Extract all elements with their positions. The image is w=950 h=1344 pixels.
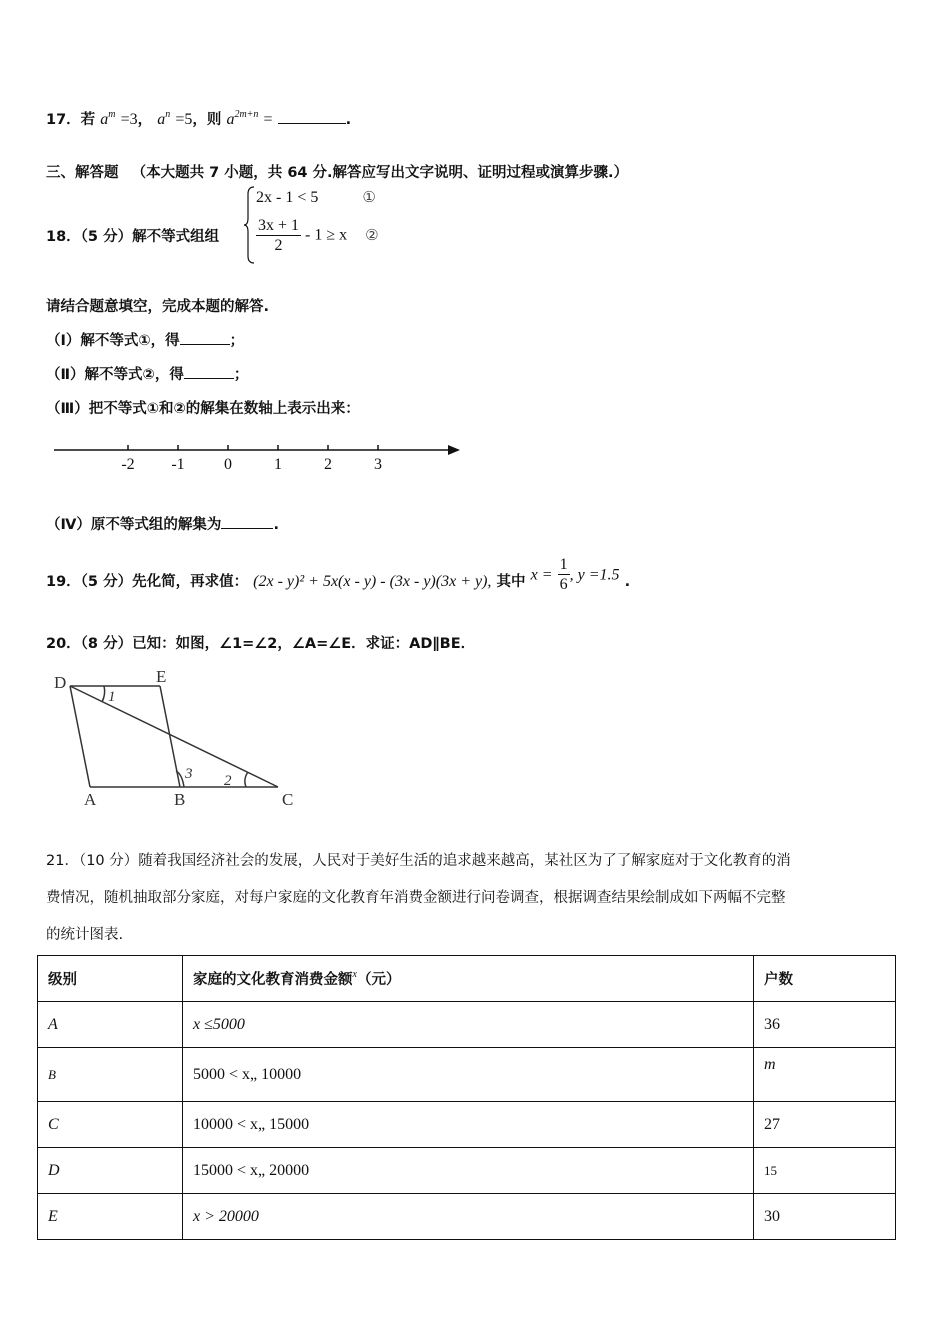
row-level: B <box>38 1048 183 1102</box>
q17-then: ，则 <box>192 112 222 128</box>
header-amount-var: x <box>352 969 357 980</box>
q17-equals: = <box>263 111 273 128</box>
q18-part4-blank[interactable] <box>221 528 273 529</box>
q18-part1 <box>46 329 244 350</box>
q18-part1-text: （Ⅰ）解不等式①，得 <box>46 333 180 349</box>
q18-part2 <box>46 363 248 384</box>
q18-ineq2-fraction <box>256 218 301 254</box>
q18-inequality-2 <box>256 218 379 254</box>
number-line-tick-label: 3 <box>374 456 382 473</box>
q19-x-eq: x = <box>530 566 553 584</box>
table-header-row <box>38 956 896 1002</box>
row-range: 15000 < x„ 20000 <box>183 1148 754 1194</box>
q17-sep: ， <box>137 112 153 128</box>
header-count: 户数 <box>754 956 896 1002</box>
row-count: 27 <box>754 1102 896 1148</box>
number-line-arrow-icon <box>448 445 460 455</box>
row-count: 36 <box>754 1002 896 1048</box>
q19-x-numerator: 1 <box>559 556 568 573</box>
row-level: A <box>38 1002 183 1048</box>
point-d-label: D <box>54 673 67 692</box>
q17-answer-blank[interactable] <box>278 123 346 124</box>
row-level: E <box>38 1194 183 1240</box>
header-amount <box>183 956 754 1002</box>
q17-end: . <box>345 112 352 128</box>
point-a-label: A <box>84 790 97 809</box>
number-line-tick-label: -1 <box>171 456 185 473</box>
q19-expression: (2x - y)² + 5x(x - y) - (3x - y)(3x + y), <box>253 572 492 590</box>
section3-title: 三、解答题 <box>46 165 119 181</box>
q17-cond1-exp: m <box>108 109 116 120</box>
row-level: D <box>38 1148 183 1194</box>
q19-end: . <box>624 573 631 590</box>
q18-part2-blank[interactable] <box>184 378 234 379</box>
row-count: 30 <box>754 1194 896 1240</box>
q18-instruction: 请结合题意填空，完成本题的解答. <box>46 299 270 315</box>
q18-ineq2-denominator: 2 <box>274 237 283 254</box>
q17-cond2-base: a <box>157 111 166 128</box>
angle-1-arc <box>102 686 105 702</box>
q18-ineq1-text: 2x - 1 < 5 <box>256 189 319 206</box>
number-line-tick-label: 2 <box>324 456 332 473</box>
q17-cond2-value: =5 <box>175 111 193 128</box>
header-amount-text: 家庭的文化教育消费金额 <box>193 972 353 988</box>
header-amount-unit: （元） <box>356 972 401 988</box>
q19-y-eq: , y =1.5 <box>569 566 620 584</box>
segment-dc <box>70 686 278 787</box>
angle-2-label: 2 <box>224 773 232 789</box>
number-line-tick-label: 1 <box>274 456 282 473</box>
q20-figure <box>48 666 308 816</box>
q21-line2: 费情况，随机抽取部分家庭，对每户家庭的文化教育年消费金额进行问卷调查，根据调查结果绘制成如下两幅不完整 <box>46 890 786 906</box>
q18-ineq1-mark: ① <box>362 188 376 206</box>
q18-ineq2-rest: - 1 ≥ x <box>305 226 348 244</box>
point-b-label: B <box>174 790 186 809</box>
number-line-tick-label: 0 <box>224 456 232 473</box>
row-range: 10000 < x„ 15000 <box>183 1102 754 1148</box>
number-line-tick-label: -2 <box>121 456 135 473</box>
number-line <box>50 436 470 476</box>
consumption-table <box>37 955 896 1240</box>
segment-da <box>70 686 90 787</box>
table-row <box>38 1102 896 1148</box>
angle-1-label: 1 <box>108 689 116 705</box>
row-count: m <box>754 1048 896 1102</box>
row-count: 15 <box>754 1148 896 1194</box>
q19-where: 其中 <box>496 573 526 590</box>
row-level: C <box>38 1102 183 1148</box>
q20-label: 20．（8 分）已知：如图，∠1=∠2，∠A=∠E．求证：AD∥BE． <box>46 636 476 652</box>
angle-2-arc <box>245 772 248 787</box>
table-row <box>38 1002 896 1048</box>
q17-label: 17．若 <box>46 112 96 128</box>
q18-part1-end: ； <box>229 333 245 349</box>
angle-3-label: 3 <box>185 766 193 782</box>
row-range: x > 20000 <box>183 1194 754 1240</box>
q18-part2-end: ； <box>233 367 249 383</box>
table-row <box>38 1048 896 1102</box>
q21-line3: 的统计图表. <box>46 927 124 943</box>
q19-x-denominator: 6 <box>559 576 568 593</box>
header-level: 级别 <box>38 956 183 1002</box>
q17-line <box>46 108 351 129</box>
q17-target-exp: 2m+n <box>234 109 259 120</box>
q18-label: 18．（5 分）解不等式组组 <box>46 229 220 245</box>
q17-cond1-value: =3 <box>120 111 138 128</box>
q18-ineq2-mark: ② <box>365 225 379 244</box>
q19-label: 19．（5 分）先化简，再求值： <box>46 573 249 590</box>
q19-x-fraction <box>558 557 570 593</box>
q18-part2-text: （Ⅱ）解不等式②，得 <box>46 367 184 383</box>
q18-part3: （Ⅲ）把不等式①和②的解集在数轴上表示出来： <box>46 401 360 417</box>
q18-part4-end: . <box>273 517 279 533</box>
row-range: 5000 < x„ 10000 <box>183 1048 754 1102</box>
table-row <box>38 1194 896 1240</box>
q18-ineq2-numerator: 3x + 1 <box>258 217 300 234</box>
q18-inequality-1 <box>256 188 376 207</box>
q18-part1-blank[interactable] <box>180 344 230 345</box>
q19-line <box>46 557 630 593</box>
q21-line1: 21．（10 分）随着我国经济社会的发展，人民对于美好生活的追求越来越高，某社区为了了解家庭对于文化教育的消 <box>46 853 791 869</box>
q17-cond1-base: a <box>100 111 109 128</box>
q18-part4-text: （Ⅳ）原不等式组的解集为 <box>46 517 222 533</box>
point-e-label: E <box>156 667 167 686</box>
table-row <box>38 1148 896 1194</box>
row-range: x ≤5000 <box>183 1002 754 1048</box>
point-c-label: C <box>282 790 294 809</box>
section3-desc: （本大题共 7 小题，共 64 分.解答应写出文字说明、证明过程或演算步骤.） <box>131 165 629 181</box>
section3-heading <box>46 161 628 182</box>
q17-cond2-exp: n <box>165 109 171 120</box>
q17-target-base: a <box>226 111 235 128</box>
q18-brace <box>244 186 256 264</box>
q18-part4 <box>46 513 279 534</box>
